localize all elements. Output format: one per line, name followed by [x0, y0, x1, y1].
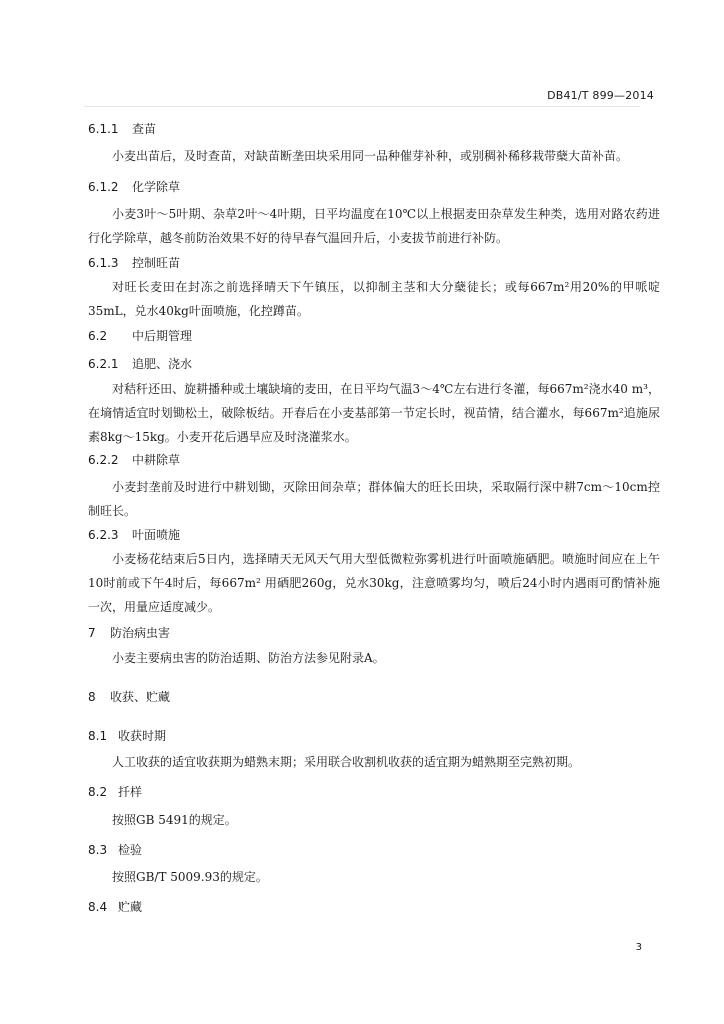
paragraph-8-1: 人工收获的适宜收获期为蜡熟末期；采用联合收割机收获的适宜期为蜡熟期至完熟初期。 [112, 755, 581, 769]
paragraph-6-2-1: 对秸秆还田、旋耕播种或土壤缺墒的麦田，在日平均气温3～4℃左右进行冬灌，每667m²浇水40 m³，在墒情适宜时划锄松土，破除板结。开春后在小麦基部第一节定长时，视苗情，结合灌水，每667m²追施尿素8kg～15kg。小麦开花后遇旱应及时浇灌浆水。 [88, 382, 660, 444]
paragraph-6-1-3: 对旺长麦田在封冻之前选择晴天下午镇压，以抑制主茎和大分蘖徒长；或每667m²用20%的甲哌啶35mL，兑水40kg叶面喷施，化控蹲苗。 [88, 280, 660, 318]
section-heading-6-1-1: 6.1.1 查苗 [88, 122, 157, 136]
paragraph-7: 小麦主要病虫害的防治适期、防治方法参见附录A。 [112, 651, 385, 665]
paragraph-6-1-2: 小麦3叶～5叶期、杂草2叶～4叶期，日平均温度在10℃以上根据麦田杂草发生种类，选用对路农药进行化学除草，越冬前防治效果不好的待早春气温回升后，小麦拔节前进行补防。 [88, 207, 660, 245]
paragraph-8-3: 按照GB/T 5009.93的规定。 [112, 870, 268, 884]
section-heading-6-2: 6.2 中后期管理 [88, 329, 193, 343]
standard-code: DB41/T 899—2014 [547, 89, 654, 102]
paragraph-6-2-2: 小麦封垄前及时进行中耕划锄，灭除田间杂草；群体偏大的旺长田块，采取隔行深中耕7cm～10cm控制旺长。 [88, 480, 660, 518]
page-number: 3 [635, 942, 642, 953]
section-heading-8-4: 8.4 贮藏 [88, 900, 143, 914]
section-heading-8-3: 8.3 检验 [88, 843, 143, 857]
section-heading-8-1: 8.1 收获时期 [88, 729, 167, 743]
paragraph-6-1-1: 小麦出苗后，及时查苗，对缺苗断垄田块采用同一品种催芽补种，或别稠补稀移栽带蘖大苗补苗。 [112, 149, 629, 163]
section-heading-8-2: 8.2 扦样 [88, 785, 143, 799]
header-rule [84, 106, 640, 107]
section-heading-6-1-3: 6.1.3 控制旺苗 [88, 256, 181, 270]
paragraph-8-2: 按照GB 5491的规定。 [112, 813, 237, 827]
section-heading-6-2-3: 6.2.3 叶面喷施 [88, 528, 181, 542]
paragraph-6-2-3: 小麦杨花结束后5日内，选择晴天无风天气用大型低微粒弥雾机进行叶面喷施硒肥。喷施时间应在上午10时前或下午4时后，每667m² 用硒肥260g，兑水30kg，注意喷雾均匀，喷后24小时内遇雨可酌情补施一次，用量应适度减少。 [88, 552, 660, 614]
section-heading-8: 8 收获、贮藏 [88, 690, 171, 704]
section-heading-6-2-1: 6.2.1 追肥、浇水 [88, 357, 193, 371]
section-heading-7: 7 防治病虫害 [88, 626, 171, 640]
section-heading-6-1-2: 6.1.2 化学除草 [88, 180, 181, 194]
section-heading-6-2-2: 6.2.2 中耕除草 [88, 453, 181, 467]
